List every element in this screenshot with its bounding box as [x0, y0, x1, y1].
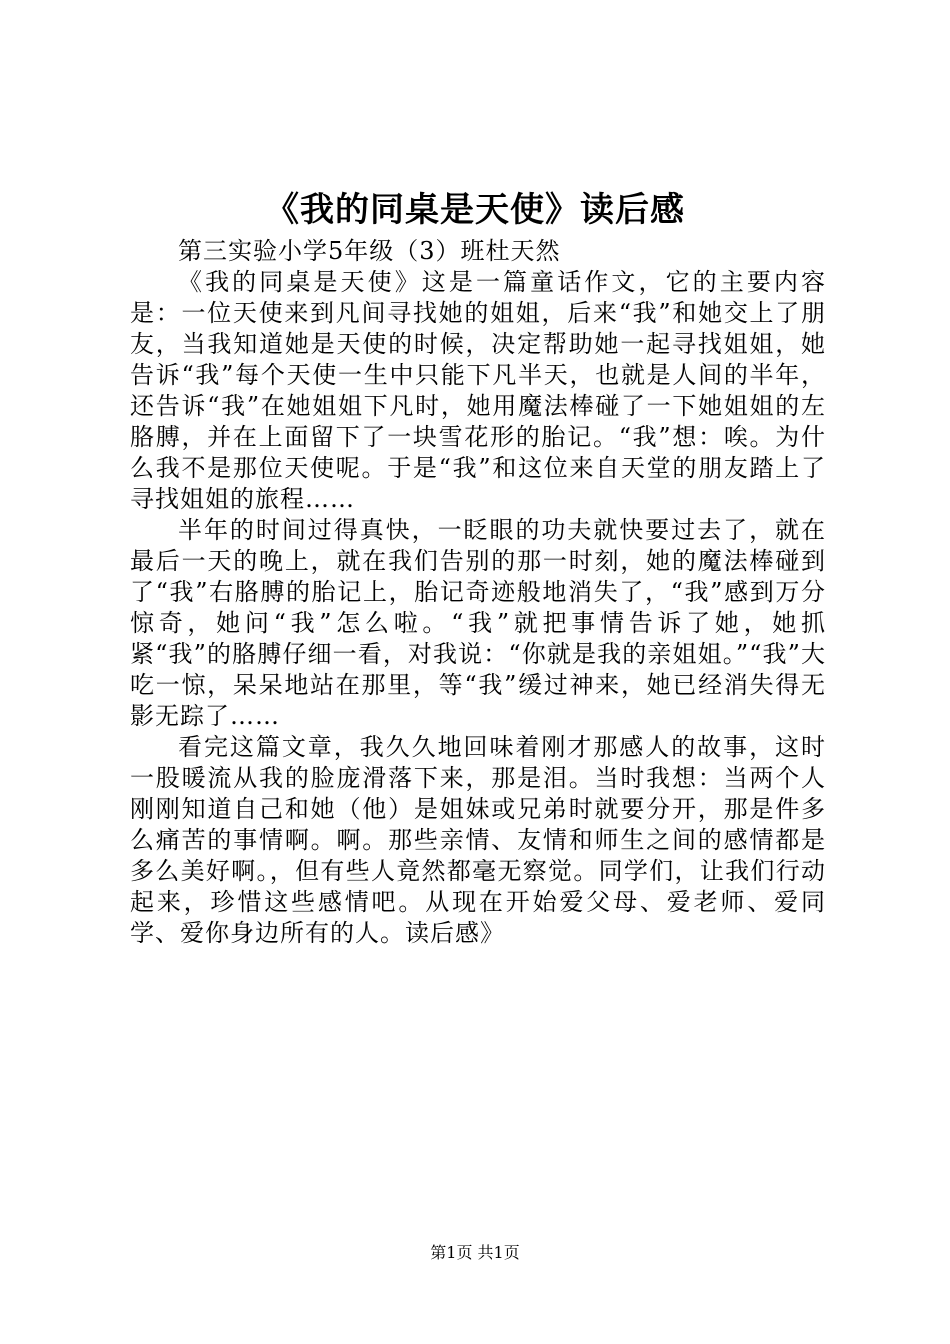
document-title: 《我的同桌是天使》读后感: [265, 190, 685, 230]
author-line: 第三实验小学5年级（3）班杜天然: [178, 237, 561, 265]
paragraph-1: 《我的同桌是天使》这是一篇童话作文，它的主要内容是：一位天使来到凡间寻找她的姐姐，后来“我”和她交上了朋友，当我知道她是天使的时候，决定帮助她一起寻找姐姐，她告诉“我”每个天使一生中只能下凡半天，也就是人间的半年，还告诉“我”在她姐姐下凡时，她用魔法棒碰了一下她姐姐的左胳膊，并在上面留下了一块雪花形的胎记。“我”想：唉。为什么我不是那位天使呢。于是“我”和这位来自天堂的朋友踏上了寻找姐姐的旅程……: [130, 268, 826, 513]
document-body: [130, 236, 826, 949]
paragraph-2: 半年的时间过得真快，一眨眼的功夫就快要过去了，就在最后一天的晚上，就在我们告别的那一时刻，她的魔法棒碰到了“我”右胳膊的胎记上，胎记奇迹般地消失了，“我”感到万分惊奇，她问“我”怎么啦。“我”就把事情告诉了她，她抓紧“我”的胳膊仔细一看，对我说：“你就是我的亲姐姐。”“我”大吃一惊，呆呆地站在那里，等“我”缓过神来，她已经消失得无影无踪了……: [130, 516, 826, 730]
paragraph-3: 看完这篇文章，我久久地回味着刚才那感人的故事，这时一股暖流从我的脸庞滑落下来，那是泪。当时我想：当两个人刚刚知道自己和她（他）是姐妹或兄弟时就要分开，那是件多么痛苦的事情啊。啊。那些亲情、友情和师生之间的感情都是多么美好啊。，但有些人竟然都毫无察觉。同学们，让我们行动起来，珍惜这些感情吧。从现在开始爱父母、爱老师、爱同学、爱你身边所有的人。读后感》: [130, 733, 826, 947]
page-footer: 第1页 共1页: [430, 1243, 520, 1262]
